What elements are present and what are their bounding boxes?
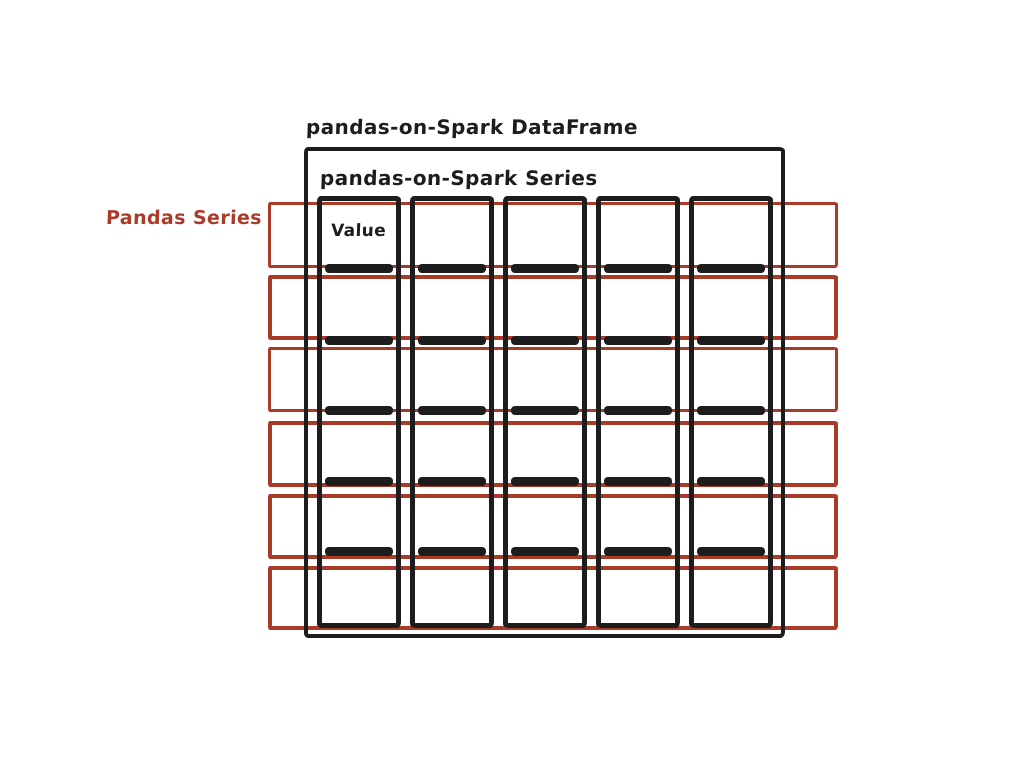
cell-divider-bar [418, 477, 486, 486]
cell-divider-bar [511, 547, 579, 556]
cell-divider-bar [418, 406, 486, 415]
dataframe-title: pandas-on-Spark DataFrame [305, 115, 639, 139]
cell-divider-bar [511, 406, 579, 415]
cell-divider-bar [604, 264, 672, 273]
spark-series-label: pandas-on-Spark Series [319, 166, 599, 190]
cell-divider-bar [511, 336, 579, 345]
cell-divider-bar [325, 477, 393, 486]
spark-series-column-3 [503, 196, 587, 628]
cell-divider-bar [418, 547, 486, 556]
cell-divider-bar [511, 477, 579, 486]
value-cell-label: Value [330, 221, 387, 241]
cell-divider-bar [325, 264, 393, 273]
pandas-series-label: Pandas Series [105, 207, 263, 229]
cell-divider-bar [325, 406, 393, 415]
cell-divider-bar [697, 547, 765, 556]
cell-divider-bar [697, 336, 765, 345]
spark-series-column-4 [596, 196, 680, 628]
cell-divider-bar [325, 547, 393, 556]
cell-divider-bar [418, 264, 486, 273]
cell-divider-bar [697, 477, 765, 486]
cell-divider-bar [418, 336, 486, 345]
cell-divider-bar [697, 406, 765, 415]
cell-divider-bar [325, 336, 393, 345]
spark-series-column-1 [317, 196, 401, 628]
cell-divider-bar [604, 547, 672, 556]
cell-divider-bar [604, 336, 672, 345]
spark-series-column-2 [410, 196, 494, 628]
cell-divider-bar [697, 264, 765, 273]
cell-divider-bar [604, 477, 672, 486]
cell-divider-bar [511, 264, 579, 273]
cell-divider-bar [604, 406, 672, 415]
spark-series-column-5 [689, 196, 773, 628]
